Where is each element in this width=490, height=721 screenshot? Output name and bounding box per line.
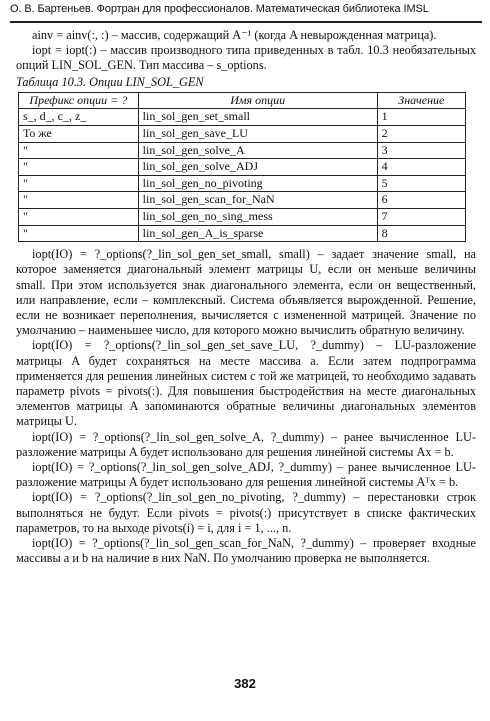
option-name-cell: lin_sol_gen_save_LU <box>138 126 377 143</box>
option-name-cell: lin_sol_gen_solve_A <box>138 142 377 159</box>
table-caption: Таблица 10.3. Опции LIN_SOL_GEN <box>16 74 204 89</box>
value-cell: 7 <box>377 208 465 225</box>
option-solve-adj-paragraph: iopt(IO) = ?_options(?_lin_sol_gen_solve_ADJ, ?_dummy) – ранее вычисленное LU-разложение матрицы A будет использовано для решения линейной системы Aᵀx = b. <box>16 460 476 490</box>
option-name-cell: lin_sol_gen_solve_ADJ <box>138 159 377 176</box>
prefix-cell: " <box>19 192 139 209</box>
option-solve-a-paragraph: iopt(IO) = ?_options(?_lin_sol_gen_solve_A, ?_dummy) – ранее вычисленное LU-разложение матрицы A будет использовано для решения линейной системы Ax = b. <box>16 429 476 459</box>
ainv-description: ainv = ainv(:, :) – массив, содержащий A⁻¹ (когда A невырожденная матрица). <box>32 28 437 42</box>
value-cell: 4 <box>377 159 465 176</box>
value-cell: 8 <box>377 225 465 242</box>
option-scan-for-nan-paragraph: iopt(IO) = ?_options(?_lin_sol_gen_scan_for_NaN, ?_dummy) – проверяет входные массивы a и b на наличие в них NaN. По умолчанию проверка не выполняется. <box>16 536 476 566</box>
page-number: 382 <box>234 676 256 691</box>
prefix-cell: То же <box>19 126 139 143</box>
running-header: О. В. Бартеньев. Фортран для профессионалов. Математическая библиотека IMSL <box>10 3 429 15</box>
column-header-prefix: Префикс опции = ? <box>19 92 139 109</box>
table-row <box>19 208 466 225</box>
prefix-cell: " <box>19 159 139 176</box>
option-name-cell: lin_sol_gen_scan_for_NaN <box>138 192 377 209</box>
table-row <box>19 225 466 242</box>
header-rule <box>10 21 482 23</box>
option-save-lu-paragraph: iopt(IO) = ?_options(?_lin_sol_gen_set_save_LU, ?_dummy) – LU-разложение матрицы A будет сохраняться на месте массива a. Если затем подпрограмма применяется для решения линейных систем с той же матрицей, то необходимо задавать параметр pivots = pivots(:). Для повышения быстродействия на месте диагональных элементов матрицы A запоминаются обратные величины диагональных элементов матрицы U. <box>16 338 476 429</box>
table-row <box>19 126 466 143</box>
prefix-cell: s_, d_, c_, z_ <box>19 109 139 126</box>
option-name-cell: lin_sol_gen_A_is_sparse <box>138 225 377 242</box>
value-cell: 2 <box>377 126 465 143</box>
table-row <box>19 175 466 192</box>
table-row <box>19 142 466 159</box>
option-name-cell: lin_sol_gen_set_small <box>138 109 377 126</box>
prefix-cell: " <box>19 175 139 192</box>
table-row <box>19 109 466 126</box>
prefix-cell: " <box>19 225 139 242</box>
prefix-cell: " <box>19 142 139 159</box>
value-cell: 5 <box>377 175 465 192</box>
value-cell: 3 <box>377 142 465 159</box>
options-table <box>18 92 466 242</box>
column-header-option-name: Имя опции <box>138 92 377 109</box>
iopt-description: iopt = iopt(:) – массив производного типа приведенных в табл. 10.3 необязательных опций LIN_SOL_GEN. Тип массива – s_options. <box>16 43 476 73</box>
table-row <box>19 159 466 176</box>
table-header-row <box>19 92 466 109</box>
column-header-value: Значение <box>377 92 465 109</box>
page-body <box>16 28 476 566</box>
table-row <box>19 192 466 209</box>
option-no-pivoting-paragraph: iopt(IO) = ?_options(?_lin_sol_gen_no_pivoting, ?_dummy) – перестановки строк выполняться не будут. Если pivots = pivots(:) присутствует в списке фактических параметров, то на выходе pivots(i) = i, для i = 1, ..., n. <box>16 490 476 535</box>
value-cell: 6 <box>377 192 465 209</box>
value-cell: 1 <box>377 109 465 126</box>
option-name-cell: lin_sol_gen_no_pivoting <box>138 175 377 192</box>
option-name-cell: lin_sol_gen_no_sing_mess <box>138 208 377 225</box>
option-set-small-paragraph: iopt(IO) = ?_options(?_lin_sol_gen_set_small, small) – задает значение small, на которое заменяется диагональный элемент матрицы U, если он меньше величины small. При этом используется знак диагонального элемента, если он вещественный, или направление, если – комплексный. Система объявляется вырожденной. Решение, если не возникает переполнения, вычисляется с измененной матрицей. Значение по умолчанию – наименьшее число, для которого можно вычислить обратную величину. <box>16 247 476 338</box>
prefix-cell: " <box>19 208 139 225</box>
